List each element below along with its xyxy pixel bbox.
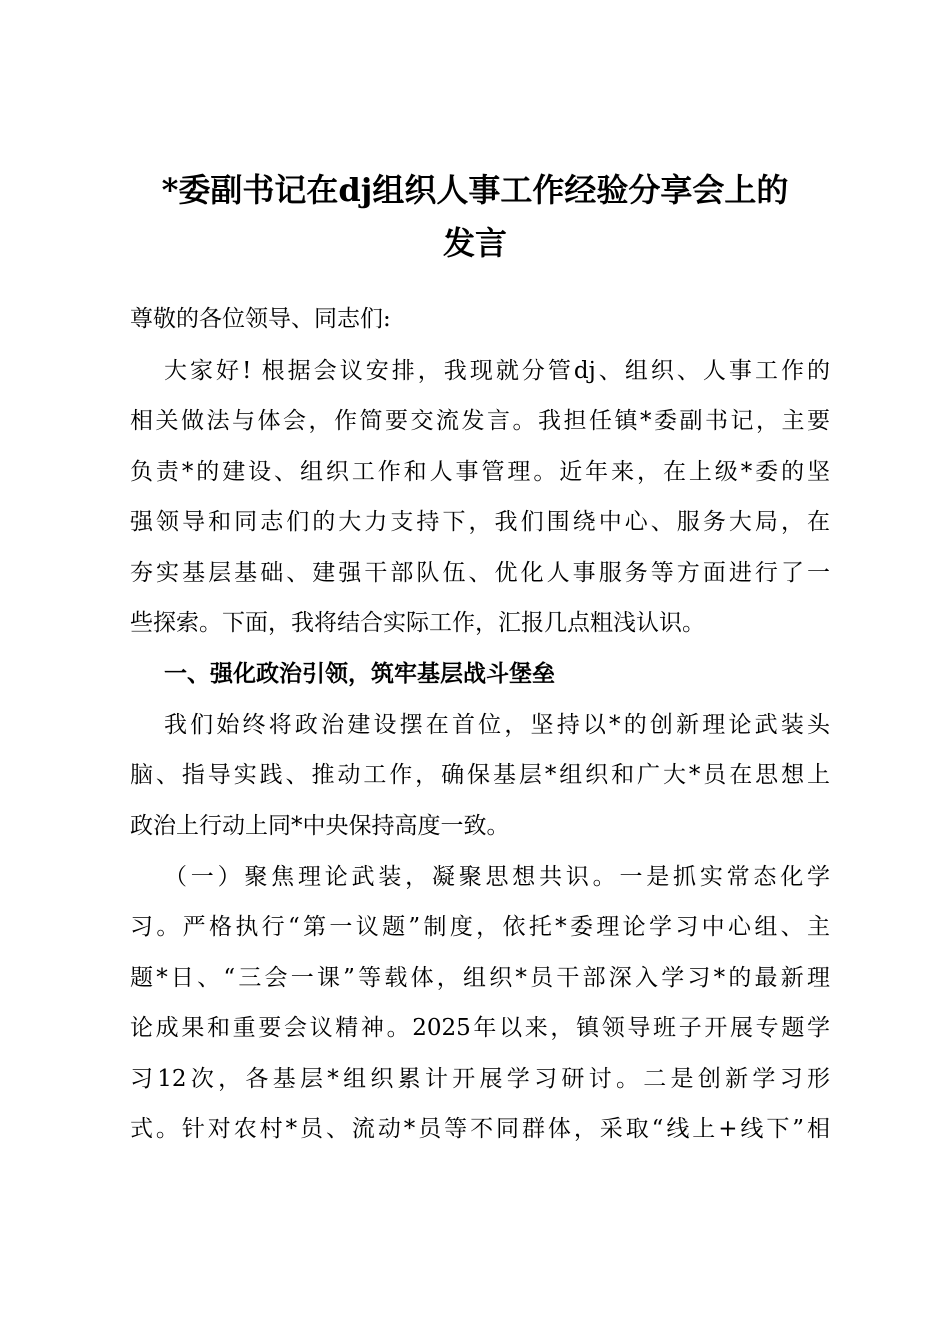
paragraph-line: （一）聚焦理论武装，凝聚思想共识。一是抓实常态化学 xyxy=(164,864,830,890)
paragraph-line: 夯实基层基础、建强干部队伍、优化人事服务等方面进行了一 xyxy=(130,560,830,586)
section-heading: 一、强化政治引领，筑牢基层战斗堡垒 xyxy=(164,661,555,687)
paragraph-line: 论成果和重要会议精神。2025年以来，镇领导班子开展专题学 xyxy=(130,1015,830,1041)
paragraph-line: 大家好! 根据会议安排，我现就分管dj、组织、人事工作的 xyxy=(164,358,830,384)
paragraph-line: 负责*的建设、组织工作和人事管理。近年来，在上级*委的坚 xyxy=(130,459,830,485)
paragraph-line: 政治上行动上同*中央保持高度一致。 xyxy=(130,813,510,839)
document-title-line-2: 发言 xyxy=(442,224,507,262)
paragraph-line: 强领导和同志们的大力支持下，我们围绕中心、服务大局，在 xyxy=(130,509,830,535)
salutation: 尊敬的各位领导、同志们: xyxy=(130,306,391,332)
paragraph-line: 习。严格执行“第一议题”制度，依托*委理论学习中心组、主 xyxy=(130,914,830,940)
paragraph-line: 题*日、“三会一课”等载体，组织*员干部深入学习*的最新理 xyxy=(130,965,830,991)
paragraph-line: 我们始终将政治建设摆在首位，坚持以*的创新理论武装头 xyxy=(164,712,830,738)
paragraph-line: 些探索。下面，我将结合实际工作，汇报几点粗浅认识。 xyxy=(130,610,705,636)
document-title-line-1: *委副书记在dj组织人事工作经验分享会上的 xyxy=(161,171,789,209)
paragraph-line: 式。针对农村*员、流动*员等不同群体，采取“线上+线下”相 xyxy=(130,1116,830,1142)
paragraph-line: 脑、指导实践、推动工作，确保基层*组织和广大*员在思想上 xyxy=(130,762,830,788)
paragraph-line: 相关做法与体会，作简要交流发言。我担任镇*委副书记，主要 xyxy=(130,408,830,434)
paragraph-line: 习12次，各基层*组织累计开展学习研讨。二是创新学习形 xyxy=(130,1066,830,1092)
